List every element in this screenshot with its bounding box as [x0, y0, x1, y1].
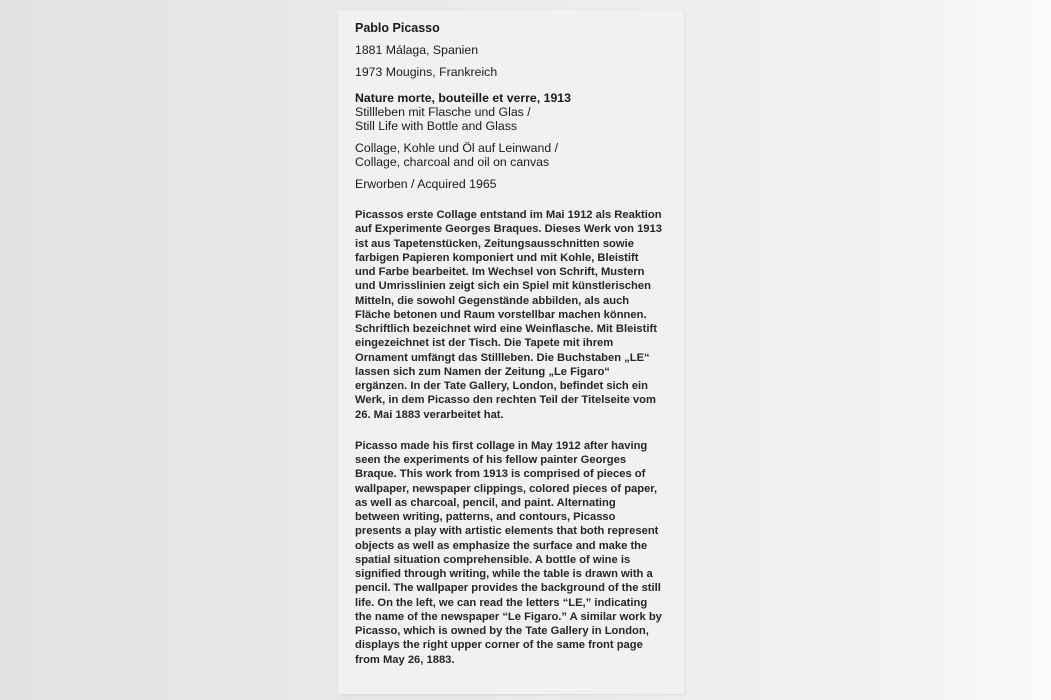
artwork-title: Nature morte, bouteille et verre, 1913 [355, 91, 571, 105]
text-line: the name of the newspaper “Le Figaro.” A similar work by [355, 610, 662, 623]
text-line: ist aus Tapetenstücken, Zeitungsausschnitten sowie [355, 237, 634, 250]
text-line: und Farbe bearbeitet. Im Wechsel von Schrift, Mustern [355, 266, 645, 278]
artwork-title-en: Still Life with Bottle and Glass [355, 119, 517, 133]
text-line: seen the experiments of his fellow painter Georges [355, 454, 627, 466]
text-line: Schriftlich bezeichnet wird eine Weinflasche. Mit Bleistift [355, 323, 657, 335]
text-line: ergänzen. In der Tate Gallery, London, befindet sich ein [355, 380, 648, 392]
text-line: life. On the left, we can read the letters “LE,” indicating [355, 596, 648, 609]
acquisition: Erworben / Acquired 1965 [355, 177, 497, 191]
medium-en: Collage, charcoal and oil on canvas [355, 155, 550, 169]
artist-birth: 1881 Málaga, Spanien [355, 43, 479, 57]
text-line: pencil. The wallpaper provides the background of the still [355, 582, 661, 595]
text-line: lassen sich zum Namen der Zeitung „Le Figaro“ [355, 365, 610, 378]
text-line: Picassos erste Collage entstand im Mai 1912 als Reaktion [355, 209, 662, 221]
museum-wall-label [338, 10, 684, 694]
text-line: signified through writing, while the table is drawn with a [355, 568, 653, 580]
text-line: Ornament umfängt das Stillleben. Die Buchstaben „LE“ [355, 351, 650, 364]
text-line: presents a play with artistic elements that both represent [355, 525, 659, 538]
text-line: displays the right upper corner of the same front page [355, 639, 643, 652]
text-line: as well as charcoal, pencil, and paint. Alternating [355, 496, 616, 509]
description-english [355, 439, 668, 667]
text-line: auf Experimente Georges Braques. Dieses Werk von 1913 [355, 223, 662, 236]
artist-name: Pablo Picasso [355, 21, 440, 35]
text-line: between writing, patterns, and contours, Picasso [355, 511, 616, 523]
artwork-title-de: Stillleben mit Flasche und Glas / [355, 105, 531, 119]
text-line: spatial situation comprehensible. A bottle of wine is [355, 553, 631, 566]
text-line: Picasso made his first collage in May 1912 after having [355, 439, 648, 452]
artist-death: 1973 Mougins, Frankreich [355, 65, 498, 79]
text-line: farbigen Papieren komponiert und mit Kohle, Bleistift [355, 251, 639, 264]
text-line: Fläche betonen und Raum vorstellbar machen können. [355, 308, 647, 321]
text-line: objects as well as emphasize the surface and make the [355, 539, 648, 552]
text-line: Mitteln, die sowohl Gegenstände abbilden, als auch [355, 294, 630, 307]
text-line: Braque. This work from 1913 is comprised of pieces of [355, 468, 646, 481]
text-line: 26. Mai 1883 verarbeitet hat. [355, 408, 504, 421]
text-line: und Umrisslinien zeigt sich ein Spiel mit künstlerischen [355, 280, 651, 293]
text-line: wallpaper, newspaper clippings, colored pieces of paper, [355, 482, 658, 495]
text-line: from May 26, 1883. [355, 653, 455, 666]
medium-de: Collage, Kohle und Öl auf Leinwand / [355, 141, 559, 155]
wall-light-gradient [891, 0, 1051, 700]
text-line: Werk, in dem Picasso den rechten Teil der Titelseite vom [355, 394, 656, 407]
text-line: Picasso, which is owned by the Tate Gallery in London, [355, 625, 649, 637]
description-german [355, 208, 668, 422]
text-line: eingezeichnet ist der Tisch. Die Tapete mit ihrem [355, 337, 614, 350]
